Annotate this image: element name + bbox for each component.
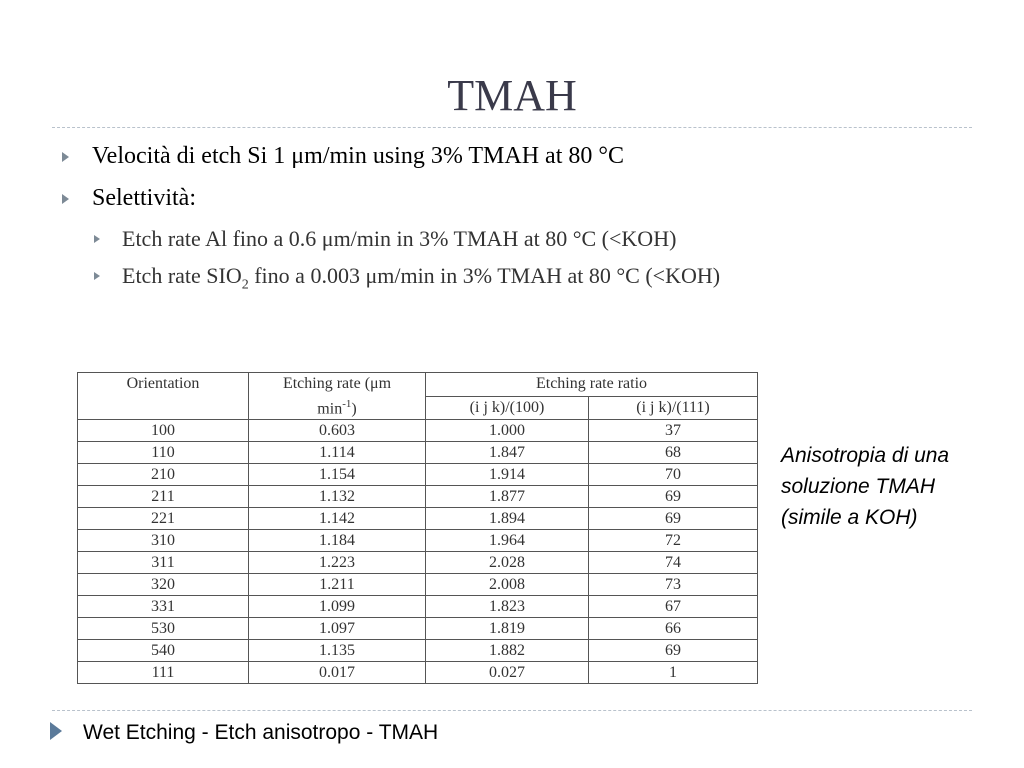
header-rate-end: ): [351, 400, 357, 418]
cell-orientation: 310: [78, 530, 249, 552]
slide-title: TMAH: [447, 71, 577, 120]
sub-bullet-item: [92, 225, 1000, 253]
subscript: 2: [241, 277, 249, 293]
table-row: [78, 486, 758, 508]
cell-ratio-111: 69: [589, 486, 758, 508]
bullet-list: [60, 141, 1000, 308]
table-row: [78, 662, 758, 684]
header-etching-rate: [249, 373, 426, 420]
cell-orientation: 540: [78, 640, 249, 662]
cell-orientation: 110: [78, 442, 249, 464]
table-row: [78, 552, 758, 574]
cell-orientation: 331: [78, 596, 249, 618]
cell-etching-rate: 1.211: [249, 574, 426, 596]
triangle-footer-icon: [50, 722, 62, 740]
triangle-bullet-icon: [62, 194, 69, 204]
cell-ratio-100: 1.847: [426, 442, 589, 464]
cell-ratio-100: 1.964: [426, 530, 589, 552]
bullet-text: Velocità di etch Si 1 μm/min using 3% TMAH at 80 °C: [92, 143, 624, 169]
cell-ratio-100: 0.027: [426, 662, 589, 684]
header-rate-line2: min: [317, 400, 343, 418]
sub-bullet-item: [92, 262, 1000, 299]
cell-ratio-111: 69: [589, 508, 758, 530]
sub-bullet-text-post: fino a 0.003 μm/min in 3% TMAH at 80 °C (<KOH): [248, 263, 721, 288]
bottom-divider: [52, 710, 972, 711]
cell-etching-rate: 0.603: [249, 420, 426, 442]
cell-etching-rate: 1.142: [249, 508, 426, 530]
cell-orientation: 311: [78, 552, 249, 574]
cell-orientation: 221: [78, 508, 249, 530]
table-row: [78, 442, 758, 464]
cell-orientation: 100: [78, 420, 249, 442]
cell-ratio-100: 1.819: [426, 618, 589, 640]
cell-orientation: 111: [78, 662, 249, 684]
cell-etching-rate: 1.135: [249, 640, 426, 662]
table-row: [78, 596, 758, 618]
cell-ratio-111: 70: [589, 464, 758, 486]
top-divider: [52, 127, 972, 128]
cell-etching-rate: 1.132: [249, 486, 426, 508]
header-etching-ratio: Etching rate ratio: [426, 373, 758, 397]
header-rate-sup: -1: [342, 398, 352, 410]
bullet-item: [60, 183, 1000, 213]
sub-bullet-text: Etch rate Al fino a 0.6 μm/min in 3% TMAH at 80 °C (<KOH): [122, 226, 677, 251]
table-row: [78, 508, 758, 530]
triangle-bullet-icon: [62, 152, 69, 162]
table-row: [78, 640, 758, 662]
cell-ratio-111: 73: [589, 574, 758, 596]
triangle-bullet-icon: [94, 235, 100, 243]
cell-orientation: 210: [78, 464, 249, 486]
cell-etching-rate: 1.114: [249, 442, 426, 464]
cell-ratio-111: 1: [589, 662, 758, 684]
table-row: [78, 464, 758, 486]
header-orientation: Orientation: [78, 373, 249, 420]
cell-ratio-100: 2.028: [426, 552, 589, 574]
cell-etching-rate: 1.099: [249, 596, 426, 618]
cell-ratio-111: 69: [589, 640, 758, 662]
sub-bullet-text-pre: Etch rate SIO: [122, 263, 242, 288]
header-ratio-111: (i j k)/(111): [589, 396, 758, 420]
cell-ratio-111: 66: [589, 618, 758, 640]
cell-ratio-111: 67: [589, 596, 758, 618]
table-row: [78, 618, 758, 640]
bullet-item: [60, 141, 1000, 171]
footer-text: Wet Etching - Etch anisotropo - TMAH: [83, 721, 439, 744]
cell-ratio-100: 1.000: [426, 420, 589, 442]
etching-rate-table: [77, 372, 758, 684]
cell-ratio-111: 37: [589, 420, 758, 442]
cell-ratio-111: 72: [589, 530, 758, 552]
cell-etching-rate: 0.017: [249, 662, 426, 684]
bullet-text: Selettività:: [92, 185, 196, 211]
header-rate-line1: Etching rate (μm: [282, 375, 392, 392]
triangle-bullet-icon: [94, 272, 100, 280]
cell-etching-rate: 1.184: [249, 530, 426, 552]
cell-ratio-111: 68: [589, 442, 758, 464]
cell-etching-rate: 1.097: [249, 618, 426, 640]
cell-orientation: 211: [78, 486, 249, 508]
cell-ratio-100: 1.882: [426, 640, 589, 662]
cell-ratio-100: 1.823: [426, 596, 589, 618]
header-ratio-100: (i j k)/(100): [426, 396, 589, 420]
table-row: [78, 574, 758, 596]
table-row: [78, 420, 758, 442]
cell-ratio-100: 2.008: [426, 574, 589, 596]
cell-orientation: 530: [78, 618, 249, 640]
cell-etching-rate: 1.223: [249, 552, 426, 574]
table-body: [78, 420, 758, 684]
table-row: [78, 530, 758, 552]
table-caption: Anisotropia di una soluzione TMAH (simile a KOH): [781, 444, 950, 529]
cell-ratio-111: 74: [589, 552, 758, 574]
cell-ratio-100: 1.877: [426, 486, 589, 508]
cell-etching-rate: 1.154: [249, 464, 426, 486]
cell-orientation: 320: [78, 574, 249, 596]
cell-ratio-100: 1.894: [426, 508, 589, 530]
table-header-row: [78, 373, 758, 397]
cell-ratio-100: 1.914: [426, 464, 589, 486]
